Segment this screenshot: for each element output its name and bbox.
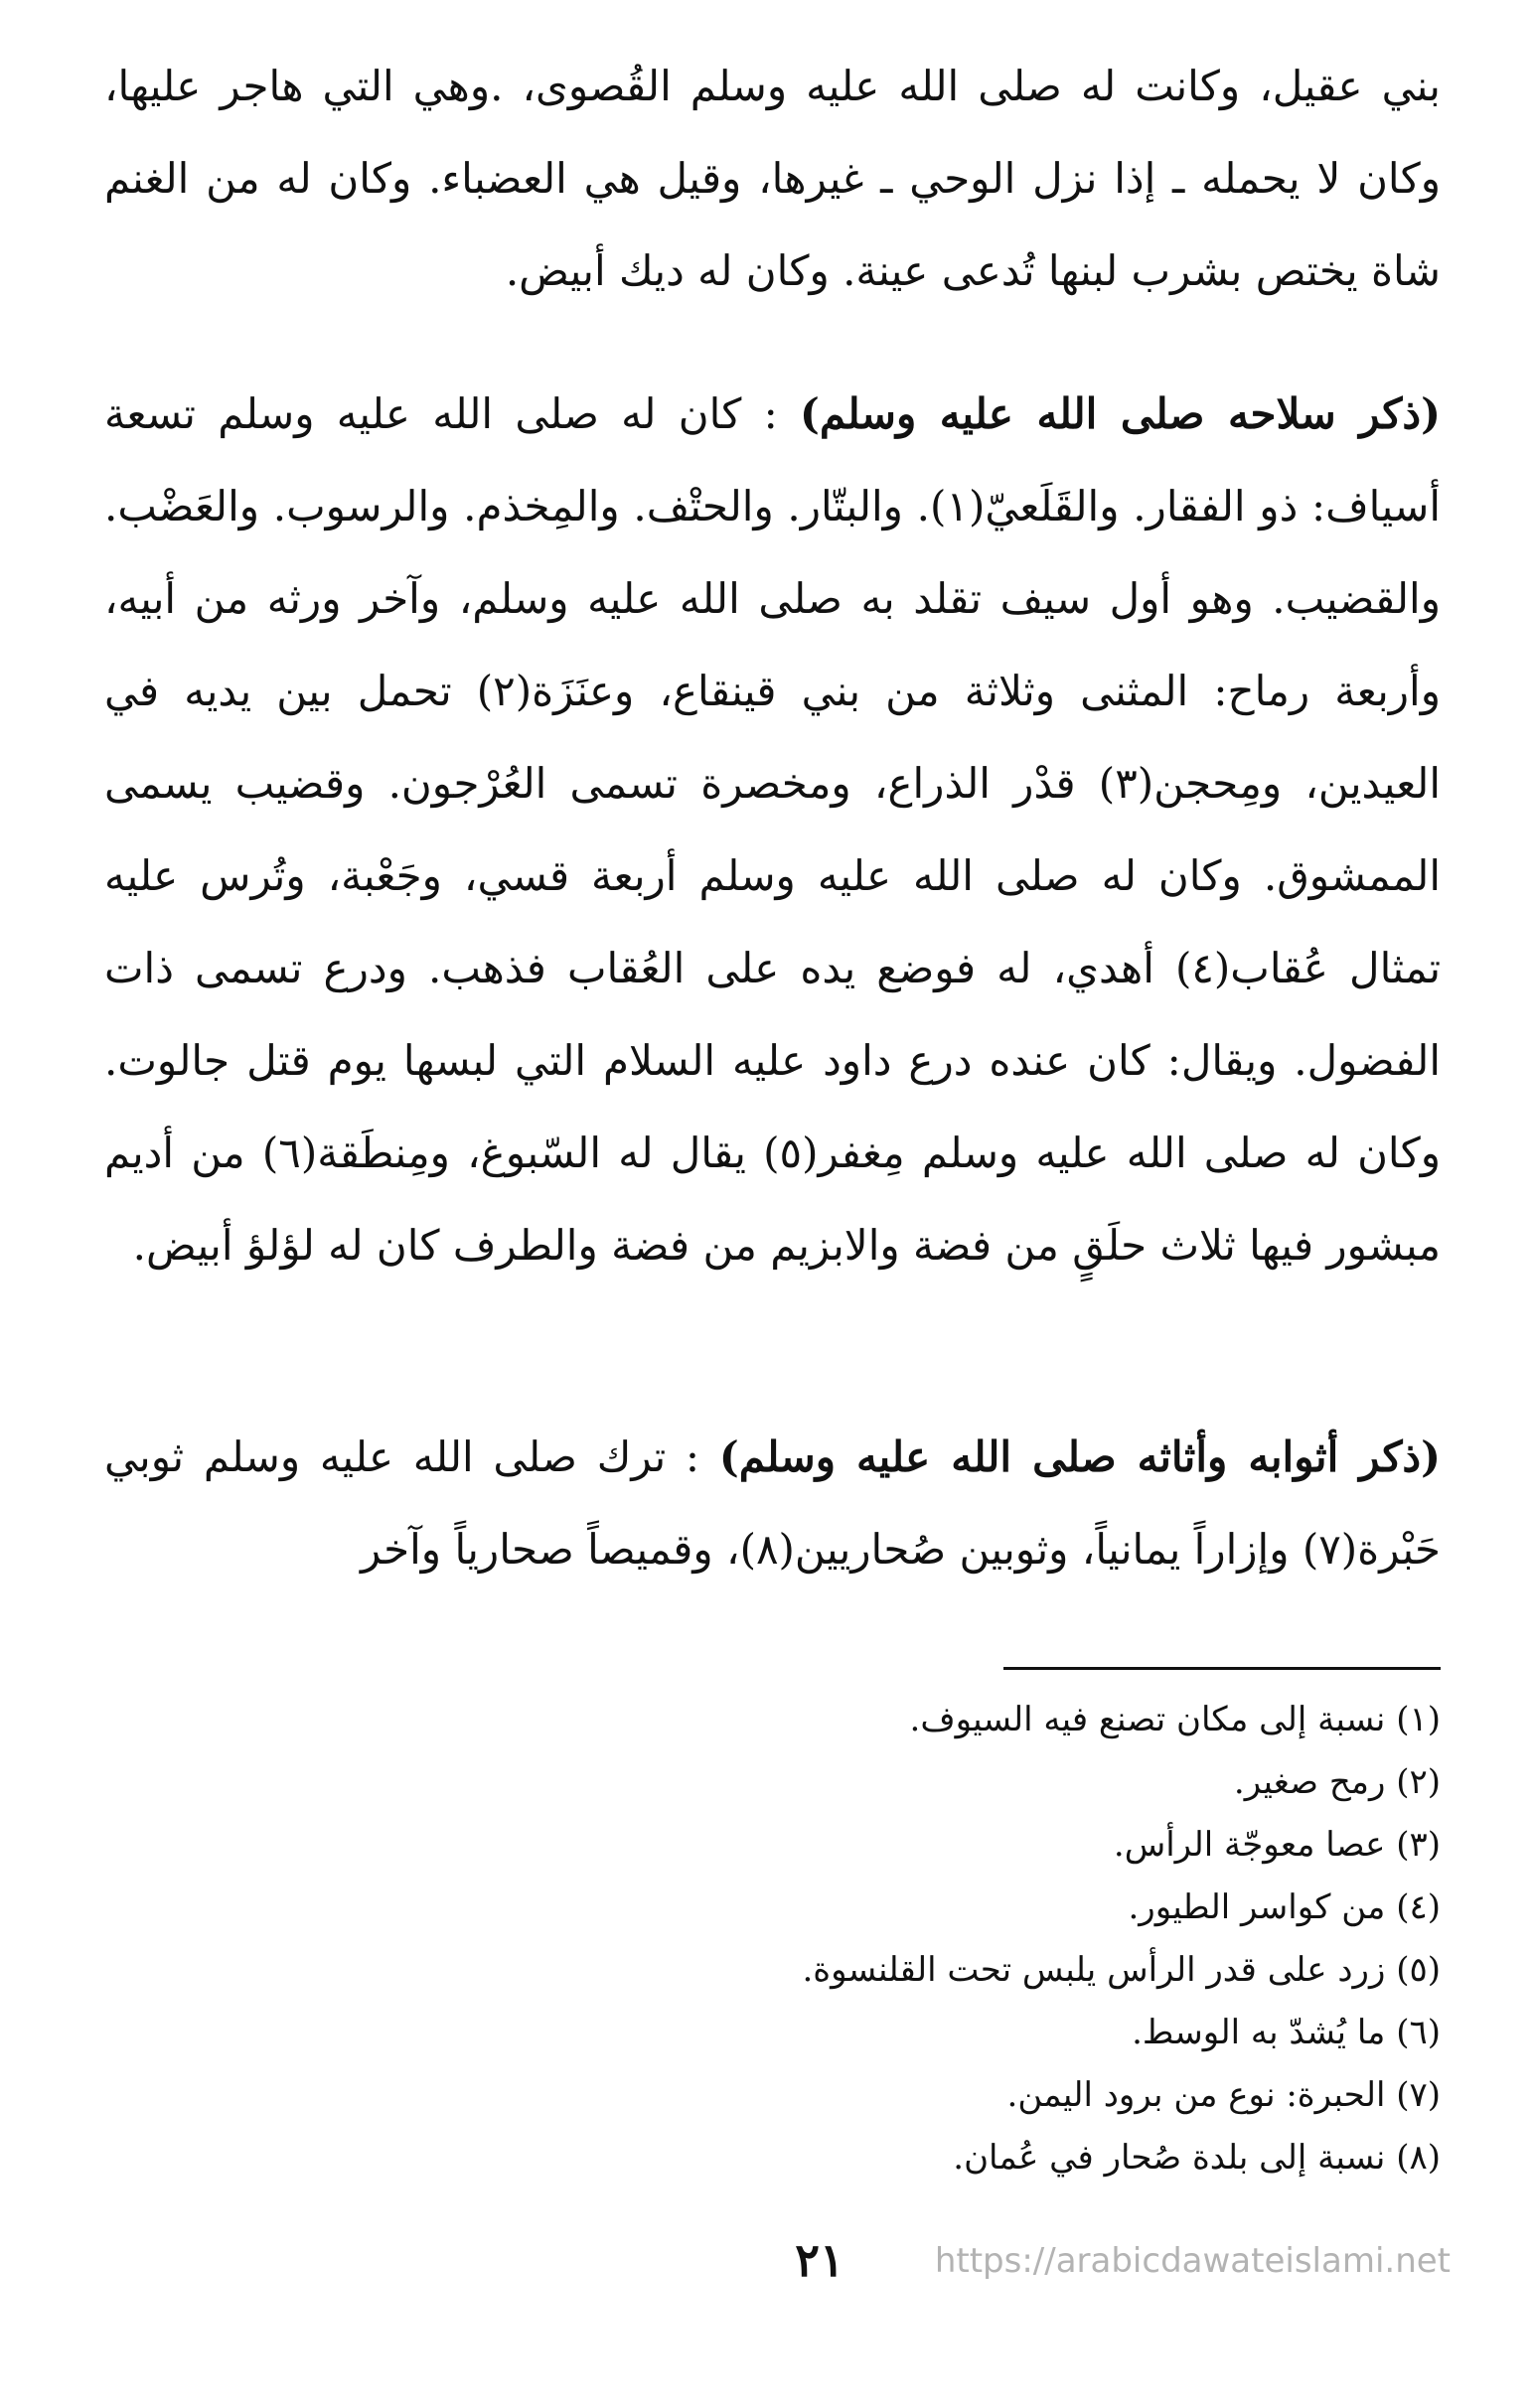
footnote-item: (٣) عصا معوجّة الرأس. bbox=[1113, 1825, 1441, 1865]
footnote-item: (٧) الحبرة: نوع من برود اليمن. bbox=[1006, 2075, 1441, 2115]
footnote-item: (٤) من كواسر الطيور. bbox=[1128, 1887, 1441, 1927]
footnote-item: (٦) ما يُشدّ به الوسط. bbox=[1132, 2013, 1441, 2052]
footnote-item: (١) نسبة إلى مكان تصنع فيه السيوف. bbox=[909, 1700, 1441, 1739]
footnote-item: (٢) رمح صغير. bbox=[1233, 1762, 1441, 1802]
footnote-divider bbox=[1003, 1667, 1441, 1670]
paragraph-camels bbox=[104, 40, 1441, 317]
paragraph-text: بني عقيل، وكانت له صلى الله عليه وسلم القُصوى، .وهي التي هاجر عليها، وكان لا يحمله ـ إذا نزل الوحي ـ غيرها، وقيل هي العضباء. وكان له من الغنم شاة يختص بشرب لبنها تُدعى عينة. وكان له ديك أبيض. bbox=[104, 62, 1441, 295]
section-heading-garments: (ذكر أثوابه وأثاثه صلى الله عليه وسلم) bbox=[718, 1432, 1442, 1481]
footnote-item: (٥) زرد على قدر الرأس يلبس تحت القلنسوة. bbox=[802, 1950, 1441, 1990]
watermark-url: https://arabicdawateislami.net bbox=[934, 2241, 1451, 2281]
page-number: ٢١ bbox=[795, 2233, 844, 2287]
section-heading-weapons: (ذكر سلاحه صلى الله عليه وسلم) bbox=[800, 389, 1441, 438]
paragraph-text: : كان له صلى الله عليه وسلم تسعة أسياف: ذو الفقار. والقَلَعيّ(١). والبتّار. والحتْف. والمِخذم. والرسوب. والعَضْب. والقضيب. وهو أول سيف تقلد به صلى الله عليه وسلم، وآخر ورثه من أبيه، وأربعة رماح: المثنى وثلاثة من بني قينقاع، وعنَزَة(٢) تحمل بين يديه في العيدين، ومِحجن(٣) قدْر الذراع، ومخصرة تسمى العُرْجون. وقضيب يسمى الممشوق. وكان له صلى الله عليه وسلم أربعة قسي، وجَعْبة، وتُرس عليه تمثال عُقاب(٤) أهدي، له فوضع يده على العُقاب فذهب. ودرع تسمى ذات الفضول. ويقال: كان عنده درع داود عليه السلام التي لبسها يوم قتل جالوت. وكان له صلى الله عليه وسلم مِغفر(٥) يقال له السّبوغ، ومِنطَقة(٦) من أديم مبشور فيها ثلاث حلَقٍ من فضة والابزيم من فضة والطرف كان له لؤلؤ أبيض. bbox=[104, 389, 1442, 1270]
paragraph-weapons bbox=[104, 368, 1441, 1291]
footnotes-list bbox=[104, 1689, 1441, 2189]
footnote-item: (٨) نسبة إلى بلدة صُحار في عُمان. bbox=[953, 2138, 1441, 2178]
paragraph-garments bbox=[104, 1411, 1441, 1595]
paragraph-text: : ترك صلى الله عليه وسلم ثوبي حَبْرة(٧) وإزاراً يمانياً، وثوبين صُحاريين(٨)، وقميصاً صحارياً وآخر bbox=[104, 1432, 1441, 1574]
